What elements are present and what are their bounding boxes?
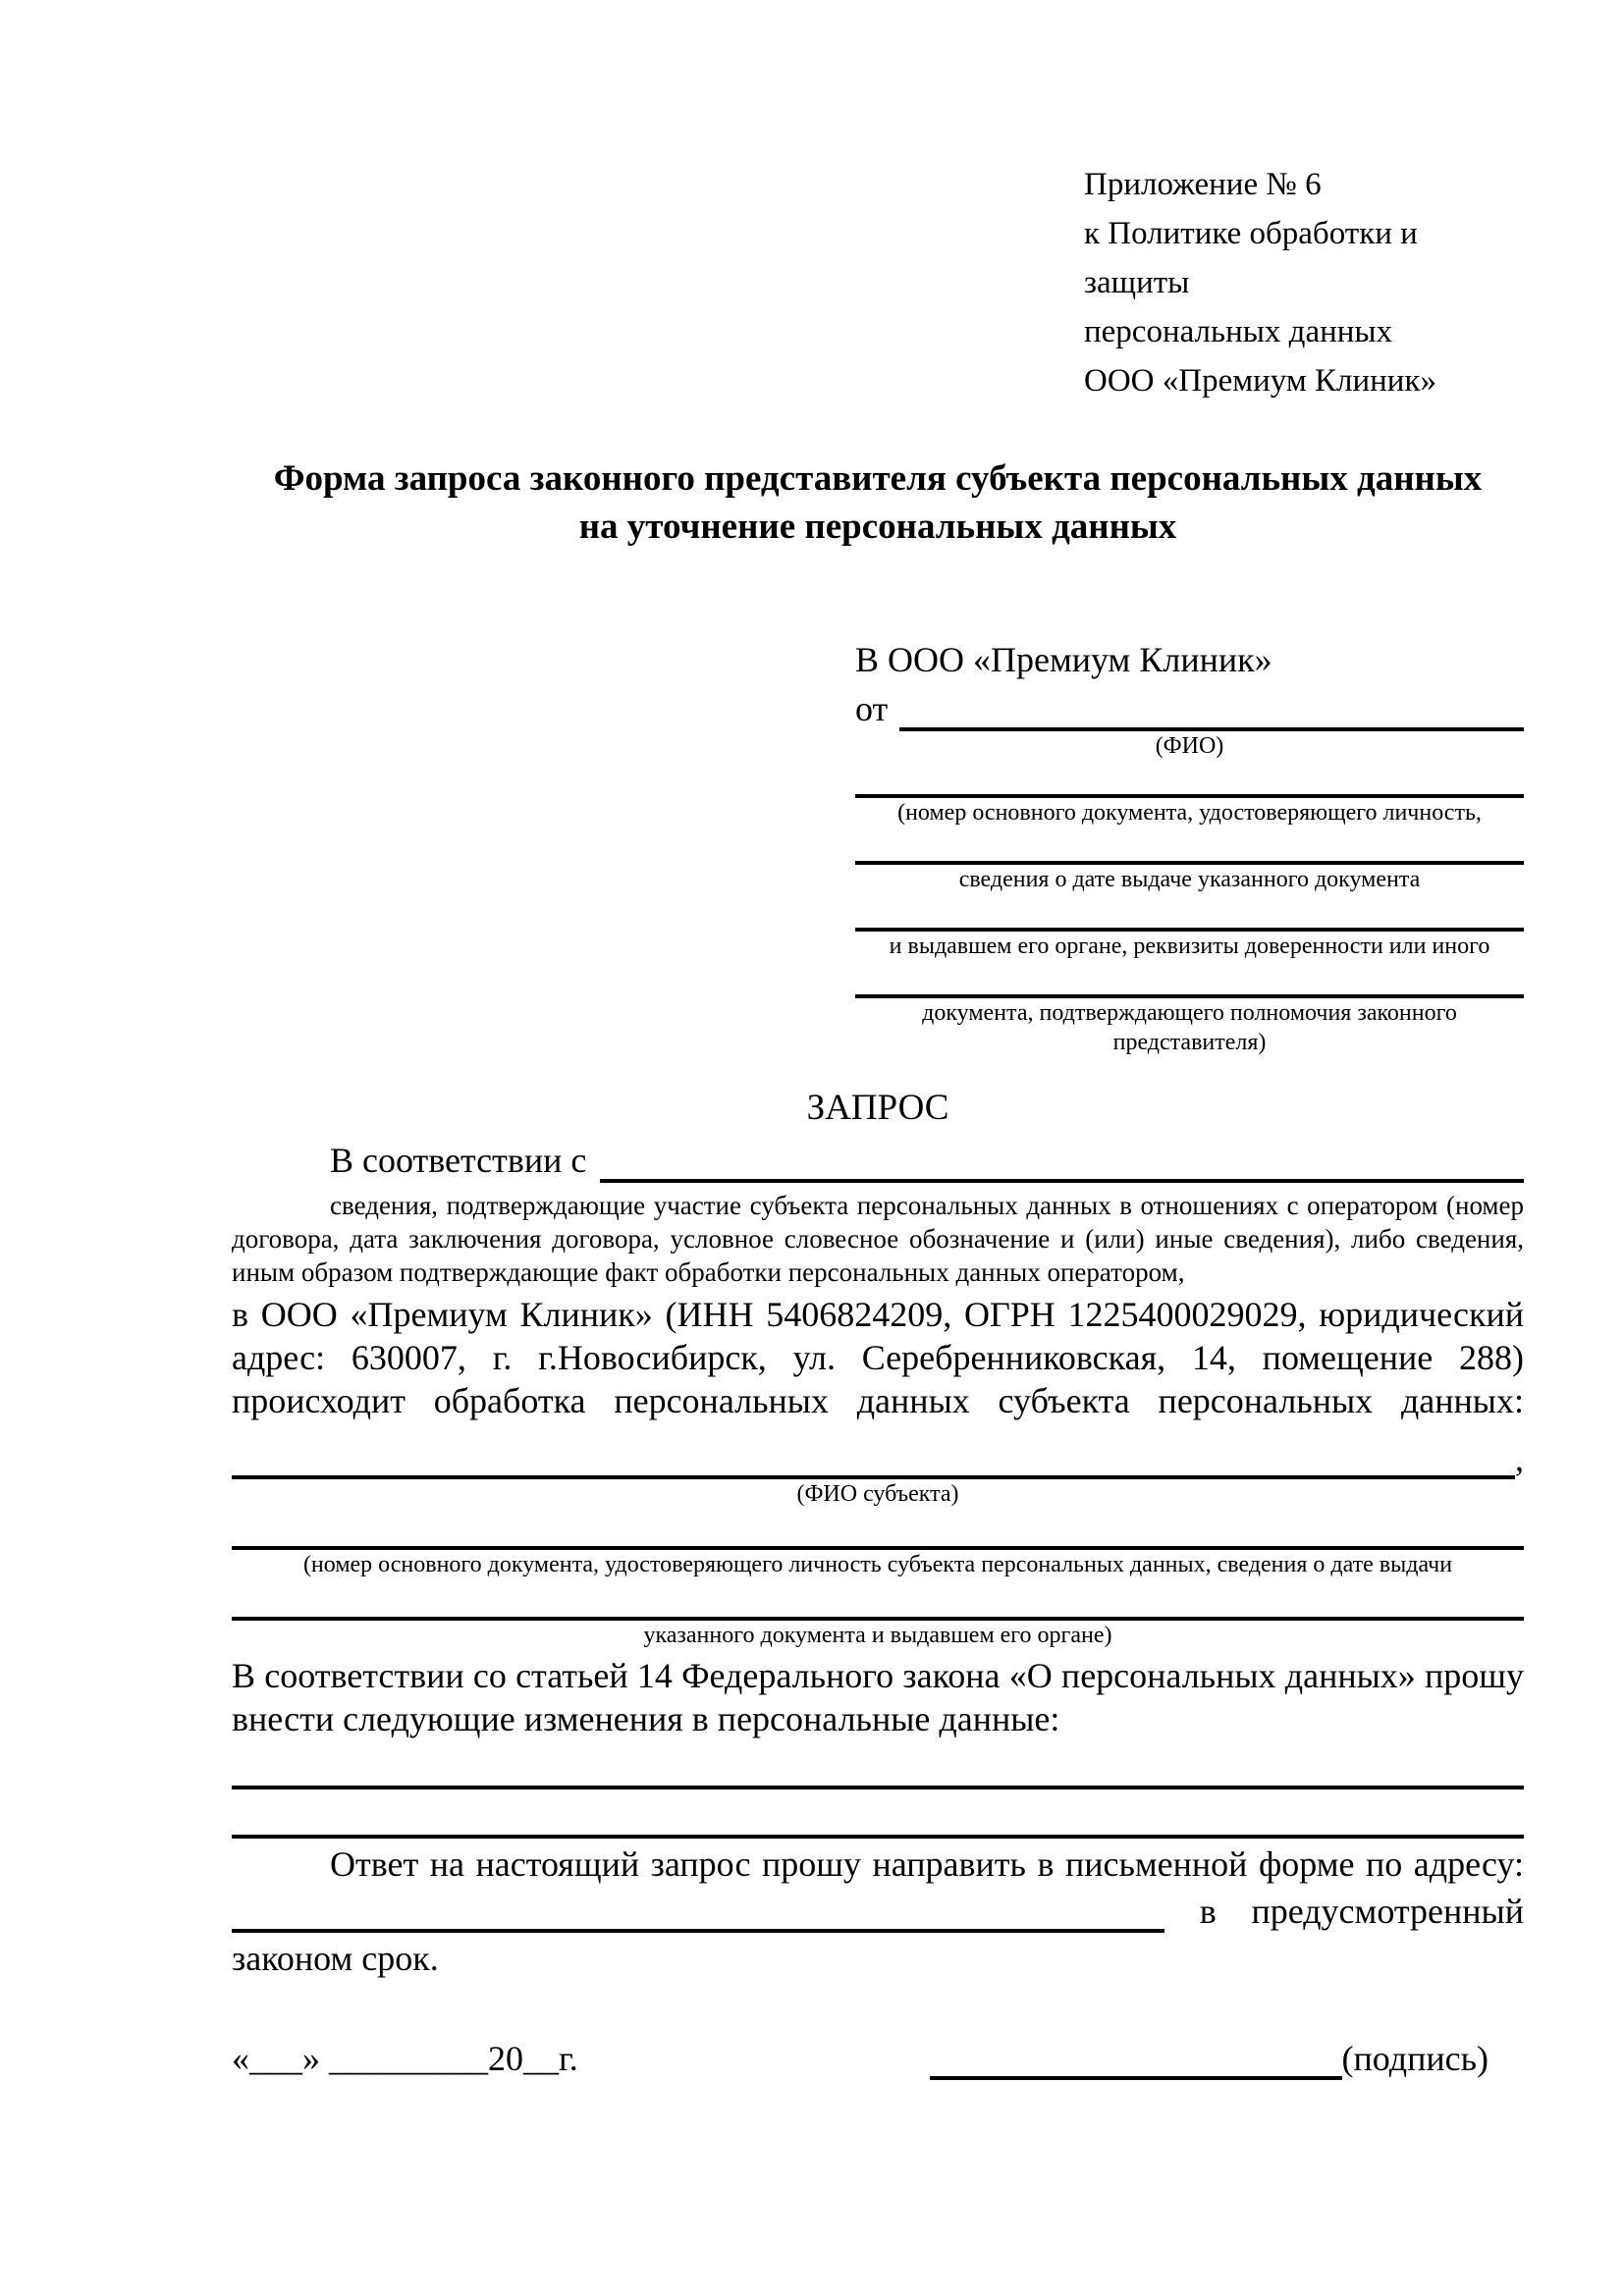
subject-fio-caption: (ФИО субъекта) — [796, 1481, 959, 1507]
subject-fio-row — [232, 1438, 1524, 1479]
subject-doc-caption: указанного документа и выдавшем его органе) — [643, 1623, 1112, 1648]
date-line: «___» _________20__г. — [232, 2039, 578, 2078]
request-heading: ЗАПРОС — [806, 1088, 949, 1128]
answer-closing: законом срок. — [232, 1939, 439, 1978]
appendix-header-line: ООО «Премиум Клиник» — [1084, 363, 1436, 399]
signature-blank-line — [930, 2037, 1342, 2080]
signature-caption: (подпись) — [1341, 2039, 1489, 2078]
intro-row — [232, 1138, 1524, 1183]
changes-blank-line — [232, 1740, 1524, 1789]
answer-address-row — [232, 1890, 1524, 1933]
addressee-block — [855, 637, 1524, 1057]
fio-caption: (ФИО) — [1155, 733, 1224, 759]
representative-doc-field — [855, 894, 1524, 961]
law-paragraph: В соответствии со статьей 14 Федерального закона «О персональных данных» прошу внести следующие изменения в персональные данные: — [232, 1656, 1524, 1738]
signature-area — [930, 2037, 1489, 2080]
appendix-header-line: Приложение № 6 — [1084, 167, 1322, 202]
basis-blank-line — [600, 1140, 1524, 1183]
field-caption: (номер основного документа, удостоверяющего личность, — [897, 800, 1482, 826]
document-title-line-2: на уточнение персональных данных — [578, 507, 1177, 547]
representative-doc-field — [855, 828, 1524, 894]
document-title — [232, 454, 1524, 551]
subject-doc-caption: (номер основного документа, удостоверяющего личность субъекта персональных данных, сведения о дате выдачи — [302, 1552, 1453, 1577]
answer-word: предусмотренный — [1251, 1892, 1524, 1931]
blank-line — [855, 761, 1524, 798]
date-signature-row — [232, 2037, 1524, 2080]
changes-blank-line — [232, 1789, 1524, 1839]
blank-line — [232, 1579, 1524, 1621]
answer-paragraph: Ответ на настоящий запрос прошу направить в письменной форме по адресу: — [330, 1844, 1524, 1884]
appendix-header — [1084, 160, 1524, 405]
blank-line — [232, 1509, 1524, 1550]
representative-doc-field — [855, 961, 1524, 1057]
from-blank-line — [899, 688, 1524, 731]
subject-doc-field — [232, 1579, 1524, 1650]
appendix-header-line: к Политике обработки и защиты — [1084, 216, 1418, 300]
address-blank-line — [232, 1890, 1164, 1933]
field-caption: и выдавшем его органе, реквизиты доверенности или иного — [889, 934, 1490, 959]
from-row — [855, 684, 1524, 731]
trailing-comma: , — [1515, 1439, 1524, 1478]
intro-label: В соответствии с — [330, 1141, 587, 1180]
subject-fio-blank-line — [232, 1436, 1515, 1479]
blank-line — [855, 961, 1524, 998]
field-caption: документа, подтверждающего полномочия законного представителя) — [922, 1000, 1457, 1055]
blank-line — [855, 894, 1524, 932]
field-caption: сведения о дате выдаче указанного документа — [958, 867, 1421, 892]
basis-fine-print: сведения, подтверждающие участие субъекта персональных данных в отношениях с оператором (номер договора, дата заключения договора, условное словесное обозначение и (или) иные сведения), либо сведения, иным образом подтверждающие факт обработки персональных данных оператором, — [232, 1191, 1524, 1287]
appendix-header-line: персональных данных — [1084, 314, 1393, 349]
addressee-organization: В ООО «Премиум Клиник» — [855, 640, 1272, 679]
document-title-line-1: Форма запроса законного представителя субъекта персональных данных — [273, 458, 1483, 499]
blank-line — [855, 828, 1524, 865]
operator-paragraph: в ООО «Премиум Клиник» (ИНН 5406824209, ОГРН 1225400029029, юридический адрес: 630007, г. г.Новосибирск, ул. Серебренниковская, 14, помещение 288) происходит обработка персональных данных субъекта персональных данных: — [232, 1295, 1524, 1420]
from-label: от — [855, 689, 889, 728]
subject-doc-field — [232, 1509, 1524, 1579]
representative-doc-field — [855, 761, 1524, 828]
answer-word: в — [1199, 1892, 1217, 1931]
